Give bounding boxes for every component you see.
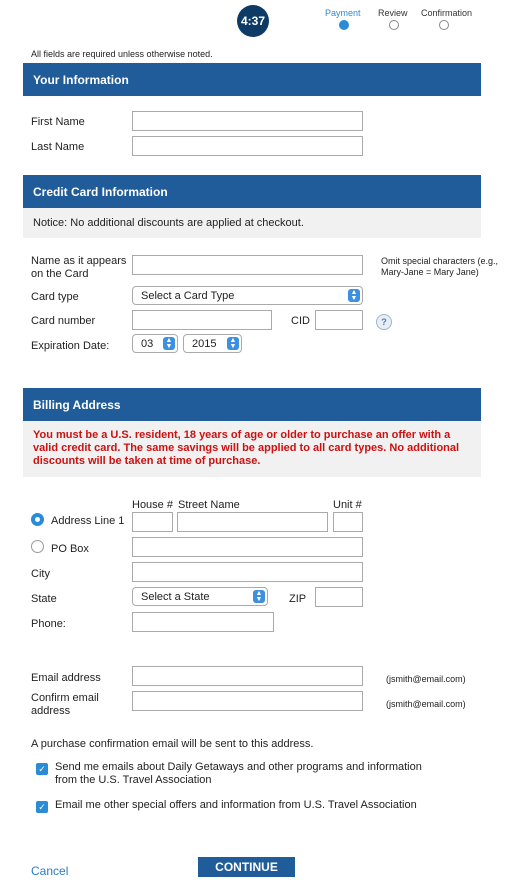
checkmark-icon: ✓ bbox=[38, 801, 46, 812]
checkmark-icon: ✓ bbox=[38, 763, 46, 774]
select-arrows-icon: ▲ ▼ bbox=[227, 337, 239, 350]
residency-warning bbox=[23, 421, 481, 477]
email-address-input[interactable] bbox=[132, 666, 363, 686]
confirm-email-input[interactable] bbox=[132, 691, 363, 711]
address-line-1-radio[interactable] bbox=[31, 513, 44, 526]
step-payment-label: Payment bbox=[325, 8, 361, 18]
confirm-email-label-line2: address bbox=[31, 705, 71, 717]
confirm-email-label-line1: Confirm email bbox=[31, 692, 99, 704]
opt-in-daily-getaways-checkbox[interactable] bbox=[36, 763, 48, 775]
warning-line-1: You must be a U.S. resident, 18 years of age or older to purchase an offer with a bbox=[33, 429, 451, 441]
required-fields-note: All fields are required unless otherwise noted. bbox=[31, 49, 213, 59]
warning-line-2: valid credit card. The same savings will be applied to all card types. No additional bbox=[33, 442, 460, 454]
unit-number-label: Unit # bbox=[333, 499, 362, 511]
expiration-month-value: 03 bbox=[141, 337, 154, 350]
state-value: Select a State bbox=[141, 590, 210, 603]
po-box-radio[interactable] bbox=[31, 540, 44, 553]
card-type-value: Select a Card Type bbox=[141, 289, 235, 302]
address-line-1-label: Address Line 1 bbox=[51, 515, 125, 527]
card-number-input[interactable] bbox=[132, 310, 272, 330]
email-address-hint: (jsmith@email.com) bbox=[386, 674, 466, 684]
state-label: State bbox=[31, 593, 57, 605]
phone-input[interactable] bbox=[132, 612, 274, 632]
checkout-notice: Notice: No additional discounts are applied at checkout. bbox=[23, 208, 481, 238]
name-on-card-label-line1: Name as it appears bbox=[31, 255, 127, 267]
billing-address-header: Billing Address bbox=[23, 388, 481, 421]
house-number-input[interactable] bbox=[132, 512, 173, 532]
expiration-date-label: Expiration Date: bbox=[31, 340, 110, 352]
po-box-label: PO Box bbox=[51, 543, 89, 555]
select-arrows-icon: ▲ ▼ bbox=[348, 289, 360, 302]
step-confirmation-label: Confirmation bbox=[421, 8, 473, 18]
select-arrows-icon: ▲ ▼ bbox=[163, 337, 175, 350]
opt-in-special-offers-checkbox[interactable] bbox=[36, 801, 48, 813]
warning-line-3: discounts will be taken at time of purchase. bbox=[33, 455, 261, 467]
name-on-card-input[interactable] bbox=[132, 255, 363, 275]
opt-in-daily-getaways-label-line2: from the U.S. Travel Association bbox=[55, 774, 212, 786]
select-arrows-icon: ▲ ▼ bbox=[253, 590, 265, 603]
street-name-input[interactable] bbox=[177, 512, 328, 532]
countdown-timer: 4:37 bbox=[237, 5, 269, 37]
step-review-dot bbox=[389, 20, 399, 30]
cid-input[interactable] bbox=[315, 310, 363, 330]
name-hint-line1: Omit special characters (e.g., bbox=[381, 256, 499, 266]
cid-help-icon[interactable]: ? bbox=[376, 314, 392, 330]
zip-input[interactable] bbox=[315, 587, 363, 607]
phone-label: Phone: bbox=[31, 618, 66, 630]
opt-in-daily-getaways-label-line1: Send me emails about Daily Getaways and other programs and information bbox=[55, 761, 422, 773]
first-name-label: First Name bbox=[31, 116, 85, 128]
confirm-email-hint: (jsmith@email.com) bbox=[386, 699, 466, 709]
card-number-label: Card number bbox=[31, 315, 96, 327]
your-information-header: Your Information bbox=[23, 63, 481, 96]
step-payment-dot bbox=[339, 20, 349, 30]
expiration-year-select[interactable] bbox=[183, 334, 242, 353]
street-name-label: Street Name bbox=[178, 499, 240, 511]
city-label: City bbox=[31, 568, 50, 580]
po-box-input[interactable] bbox=[132, 537, 363, 557]
card-type-select[interactable] bbox=[132, 286, 363, 305]
name-hint-line2: Mary-Jane = Mary Jane) bbox=[381, 267, 479, 277]
city-input[interactable] bbox=[132, 562, 363, 582]
cancel-link[interactable]: Cancel bbox=[31, 864, 69, 878]
card-type-label: Card type bbox=[31, 291, 79, 303]
last-name-label: Last Name bbox=[31, 141, 85, 153]
step-confirmation-dot bbox=[439, 20, 449, 30]
expiration-month-select[interactable] bbox=[132, 334, 178, 353]
opt-in-special-offers-label: Email me other special offers and information from U.S. Travel Association bbox=[55, 799, 417, 811]
email-address-label: Email address bbox=[31, 672, 101, 684]
unit-number-input[interactable] bbox=[333, 512, 363, 532]
last-name-input[interactable] bbox=[132, 136, 363, 156]
confirmation-email-note: A purchase confirmation email will be sent to this address. bbox=[31, 738, 314, 750]
expiration-year-value: 2015 bbox=[192, 337, 217, 350]
continue-button[interactable]: CONTINUE bbox=[198, 857, 295, 877]
zip-label: ZIP bbox=[289, 593, 307, 605]
state-select[interactable] bbox=[132, 587, 268, 606]
step-review-label: Review bbox=[378, 8, 408, 18]
first-name-input[interactable] bbox=[132, 111, 363, 131]
name-on-card-label-line2: on the Card bbox=[31, 268, 89, 280]
cid-label: CID bbox=[291, 315, 310, 327]
house-number-label: House # bbox=[132, 499, 173, 511]
credit-card-header: Credit Card Information bbox=[23, 175, 481, 208]
